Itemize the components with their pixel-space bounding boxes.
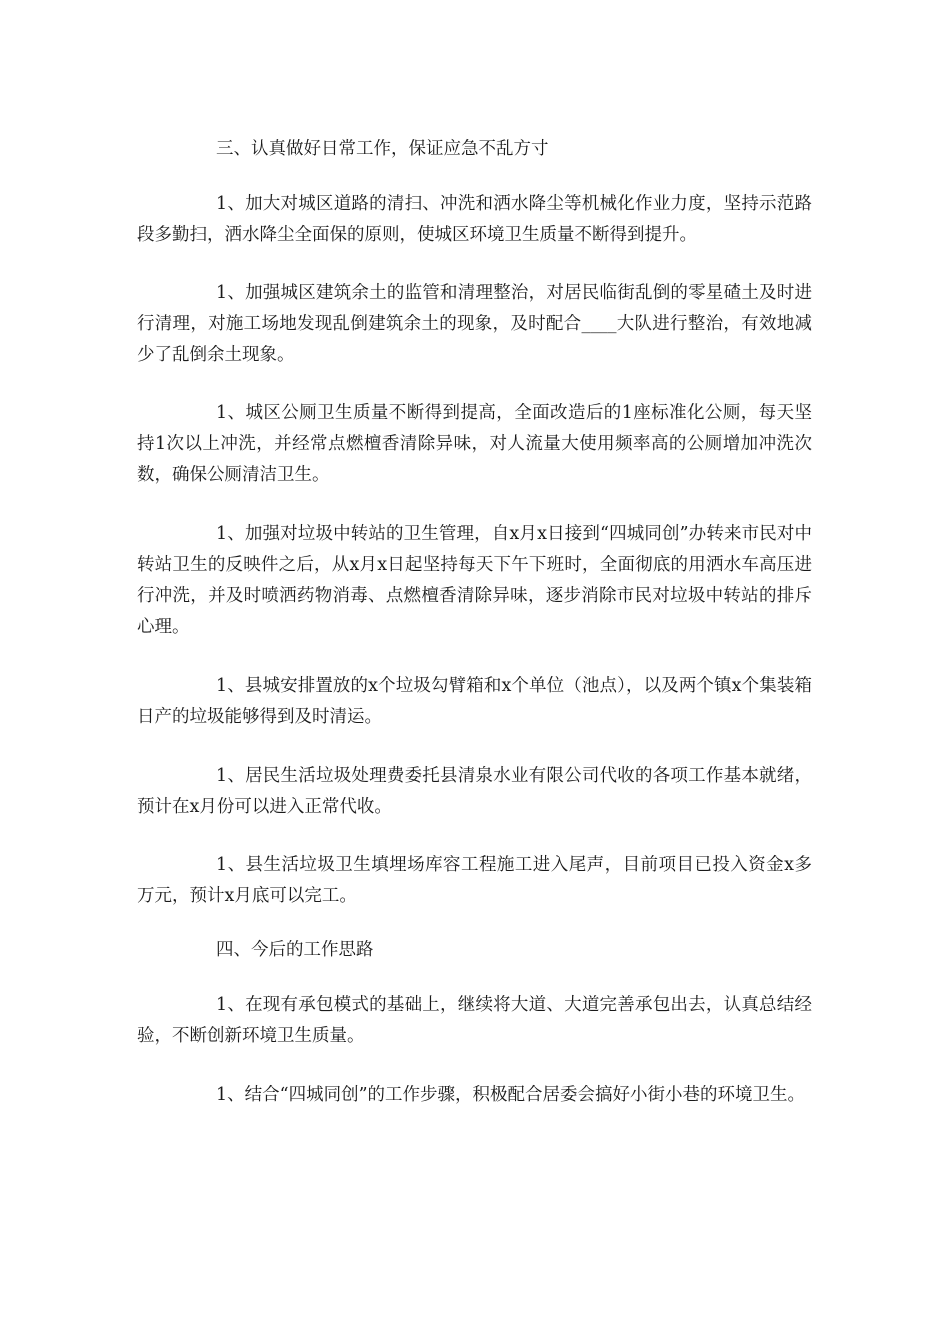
paragraph: 1、县生活垃圾卫生填埋场库容工程施工进入尾声，目前项目已投入资金x多万元，预计x月底可以完工。 — [137, 855, 812, 906]
paragraph: 1、县城安排置放的x个垃圾勾臂箱和x个单位（池点），以及两个镇x个集装箱日产的垃圾能够得到及时清运。 — [137, 676, 812, 727]
paragraph: 1、在现有承包模式的基础上，继续将大道、大道完善承包出去，认真总结经验，不断创新环境卫生质量。 — [137, 995, 812, 1046]
paragraph: 1、居民生活垃圾处理费委托县清泉水业有限公司代收的各项工作基本就绪，预计在x月份可以进入正常代收。 — [137, 766, 812, 817]
paragraph: 1、加强对垃圾中转站的卫生管理，自x月x日接到“四城同创”办转来市民对中转站卫生的反映件之后，从x月x日起坚持每天下午下班时，全面彻底的用洒水车高压进行冲洗，并及时喷洒药物消毒、点燃檀香清除异味，逐步消除市民对垃圾中转站的排斥心理。 — [137, 524, 812, 637]
paragraph: 1、城区公厕卫生质量不断得到提高，全面改造后的1座标准化公厕，每天坚持1次以上冲洗，并经常点燃檀香清除异味，对人流量大使用频率高的公厕增加冲洗次数，确保公厕清洁卫生。 — [137, 403, 812, 485]
paragraph: 1、加大对城区道路的清扫、冲洗和洒水降尘等机械化作业力度，坚持示范路段多勤扫，洒水降尘全面保的原则，使城区环境卫生质量不断得到提升。 — [137, 194, 812, 245]
section-heading-4: 四、今后的工作思路 — [216, 940, 374, 960]
paragraph: 1、加强城区建筑余土的监管和清理整治，对居民临街乱倒的零星碴土及时进行清理，对施工场地发现乱倒建筑余土的现象，及时配合____大队进行整治，有效地减少了乱倒余土现象。 — [137, 283, 812, 365]
section-heading-3: 三、认真做好日常工作，保证应急不乱方寸 — [216, 139, 549, 159]
paragraph: 1、结合“四城同创”的工作步骤，积极配合居委会搞好小街小巷的环境卫生。 — [216, 1085, 806, 1105]
